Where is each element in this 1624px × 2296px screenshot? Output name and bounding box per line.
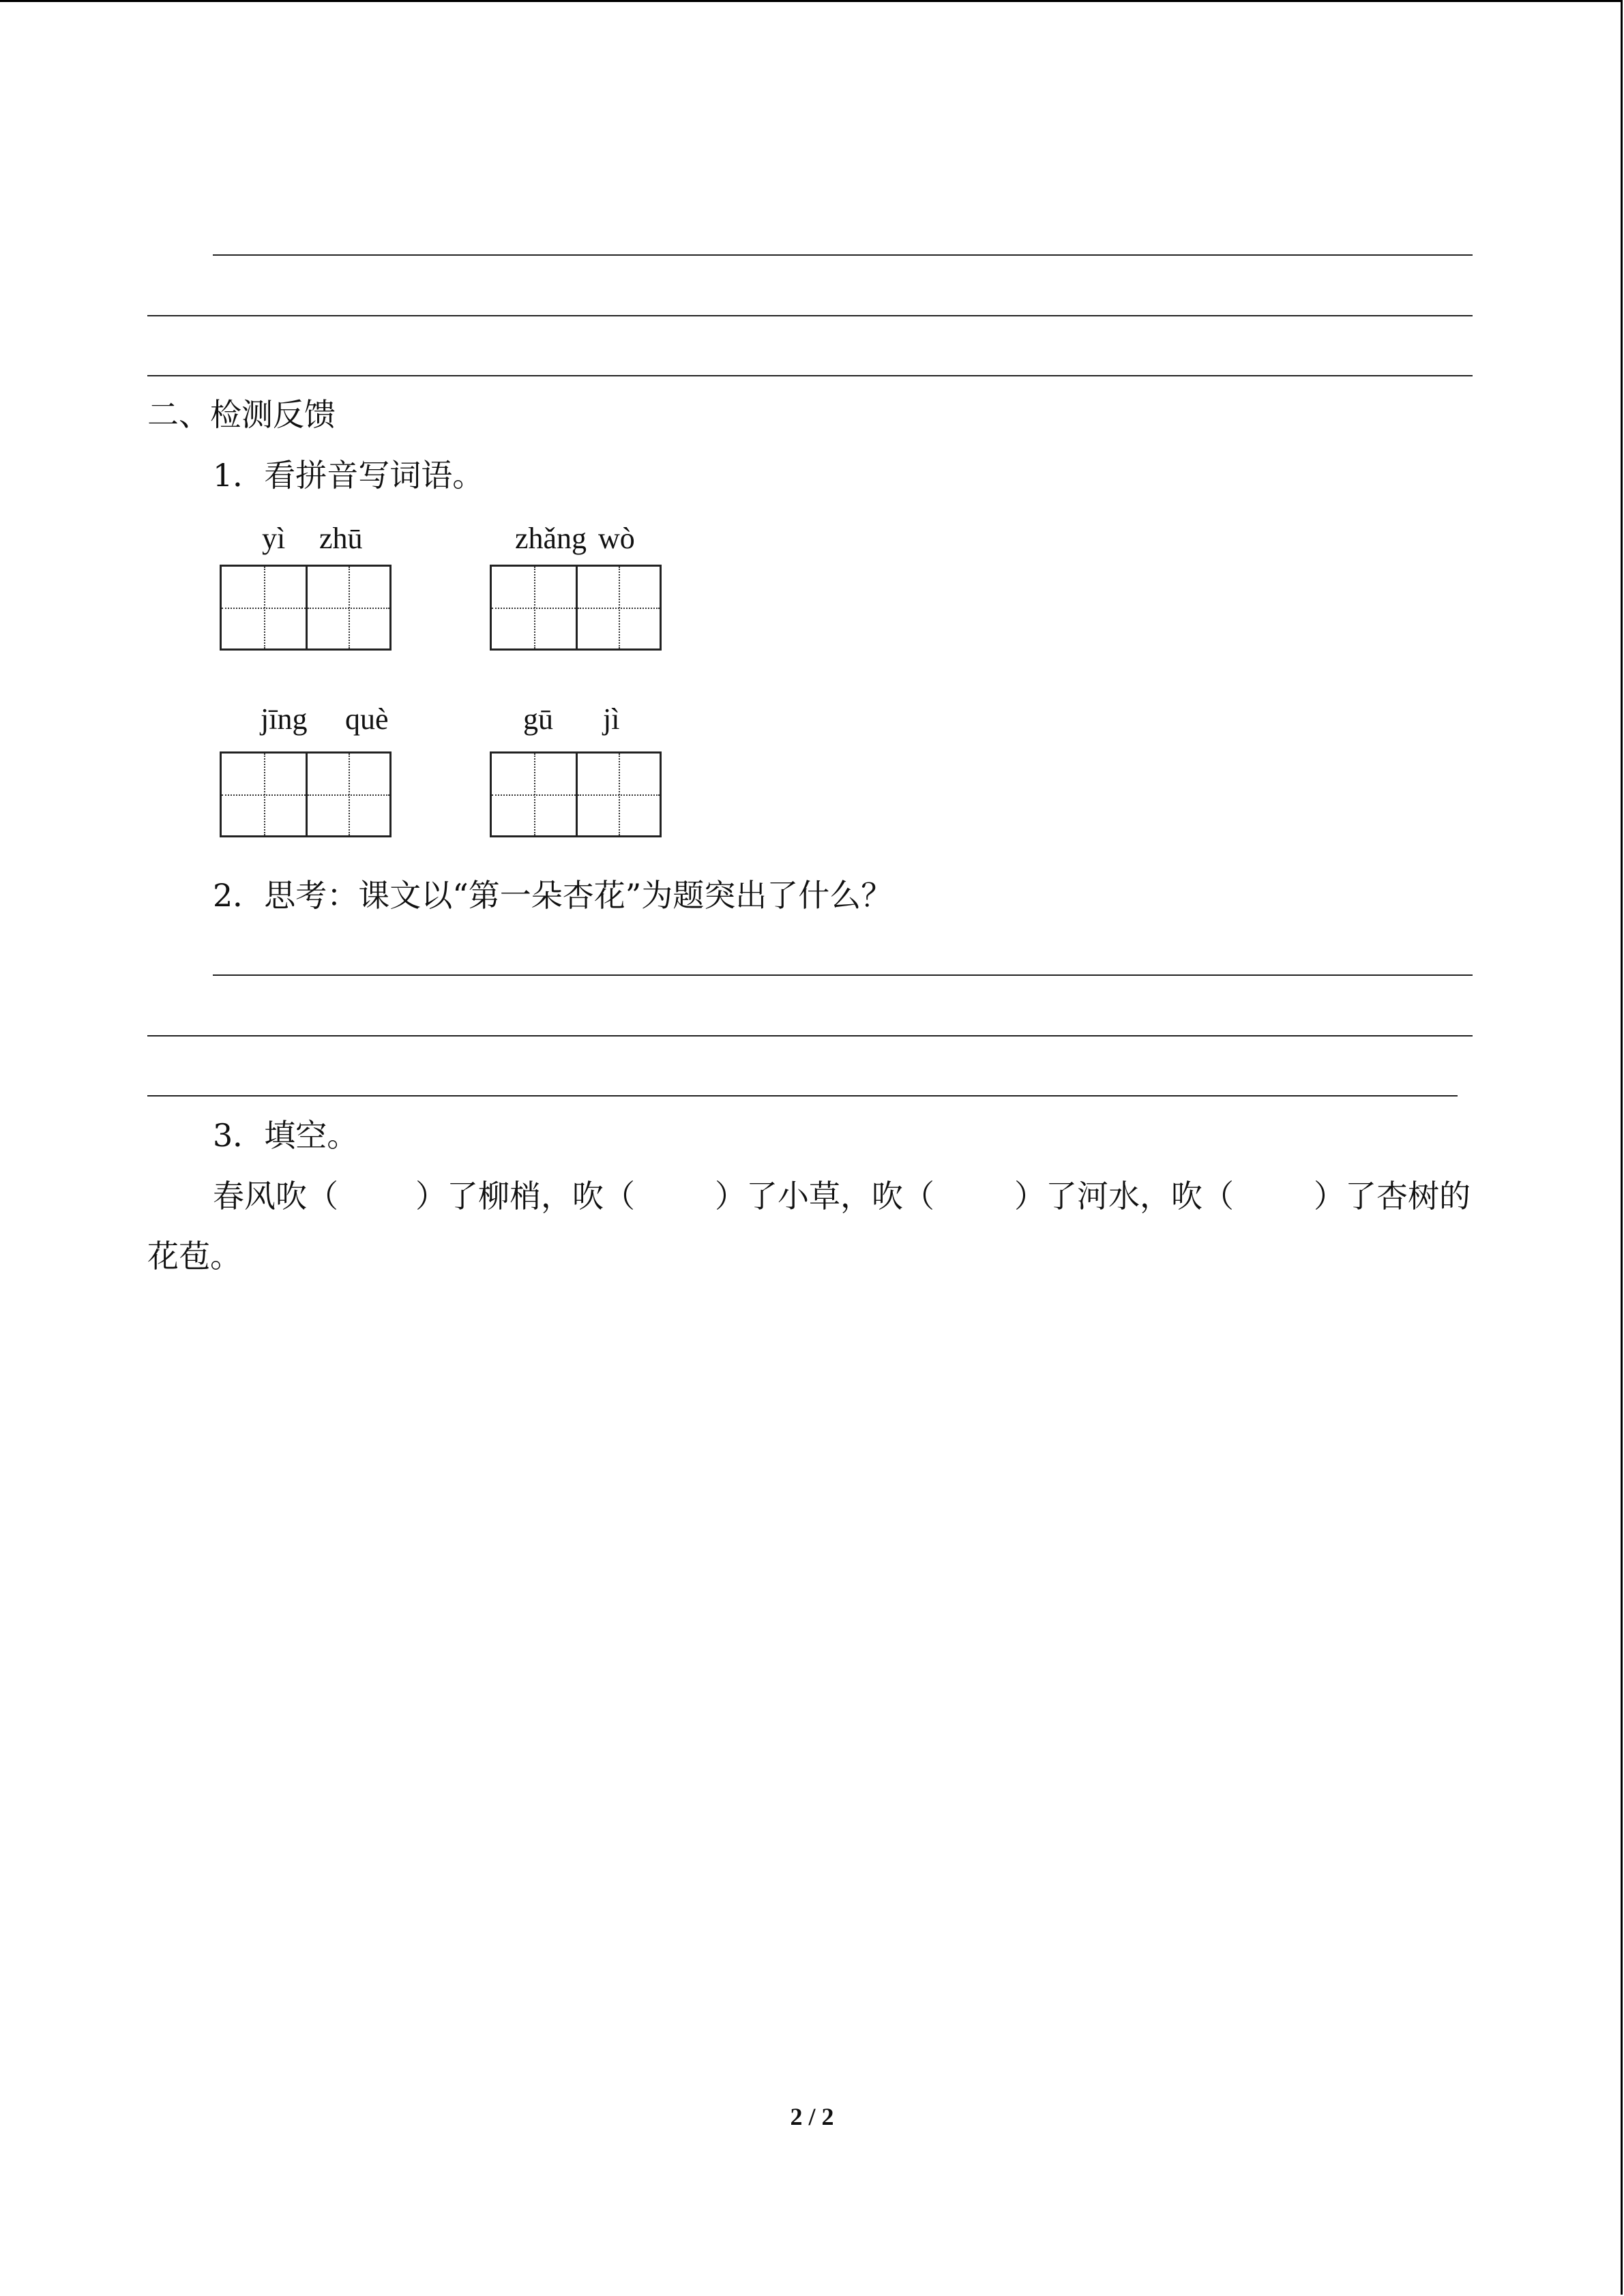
answer-line[interactable]	[213, 974, 1473, 976]
q2-prompt: 2．思考：课文以“第一朵杏花”为题突出了什么？	[213, 877, 893, 914]
fill-blank-text: 花苞。	[147, 1238, 241, 1274]
page-number: 2 / 2	[790, 2103, 834, 2130]
fill-blank-text: ）了柳梢，吹（	[415, 1178, 635, 1214]
answer-line[interactable]	[147, 375, 1473, 376]
q1-prompt: 1．看拼音写词语。	[213, 457, 484, 494]
pinyin-syllable: zhǎng	[515, 522, 587, 555]
grid-cell[interactable]	[492, 754, 576, 835]
writing-grid[interactable]	[220, 751, 392, 837]
pinyin-syllable: wò	[598, 522, 635, 555]
pinyin-syllable: què	[345, 702, 389, 736]
pinyin-syllable: jì	[603, 702, 620, 736]
grid-cell[interactable]	[492, 567, 576, 648]
pinyin-syllable: gū	[523, 702, 553, 736]
writing-grid[interactable]	[490, 565, 662, 651]
grid-cell[interactable]	[306, 567, 389, 648]
answer-line[interactable]	[213, 254, 1473, 256]
answer-line[interactable]	[147, 315, 1473, 316]
answer-line[interactable]	[147, 1035, 1473, 1037]
pinyin-syllable: zhū	[319, 522, 363, 555]
grid-cell[interactable]	[576, 567, 660, 648]
fill-blank-text: ）了小草，吹（	[715, 1178, 934, 1214]
writing-grid[interactable]	[220, 565, 392, 651]
q3-prompt: 3．填空。	[213, 1117, 359, 1154]
grid-cell[interactable]	[576, 754, 660, 835]
answer-line[interactable]	[147, 1095, 1458, 1097]
grid-cell[interactable]	[306, 754, 389, 835]
fill-blank-text: 春风吹（	[213, 1178, 338, 1214]
grid-cell[interactable]	[222, 567, 306, 648]
pinyin-syllable: yì	[262, 522, 286, 555]
writing-grid[interactable]	[490, 751, 662, 837]
grid-cell[interactable]	[222, 754, 306, 835]
fill-blank-text: ）了河水，吹（	[1014, 1178, 1234, 1214]
section-title: 二、检测反馈	[147, 396, 336, 433]
pinyin-syllable: jīng	[261, 702, 308, 736]
fill-blank-text: ）了杏树的	[1314, 1178, 1471, 1214]
